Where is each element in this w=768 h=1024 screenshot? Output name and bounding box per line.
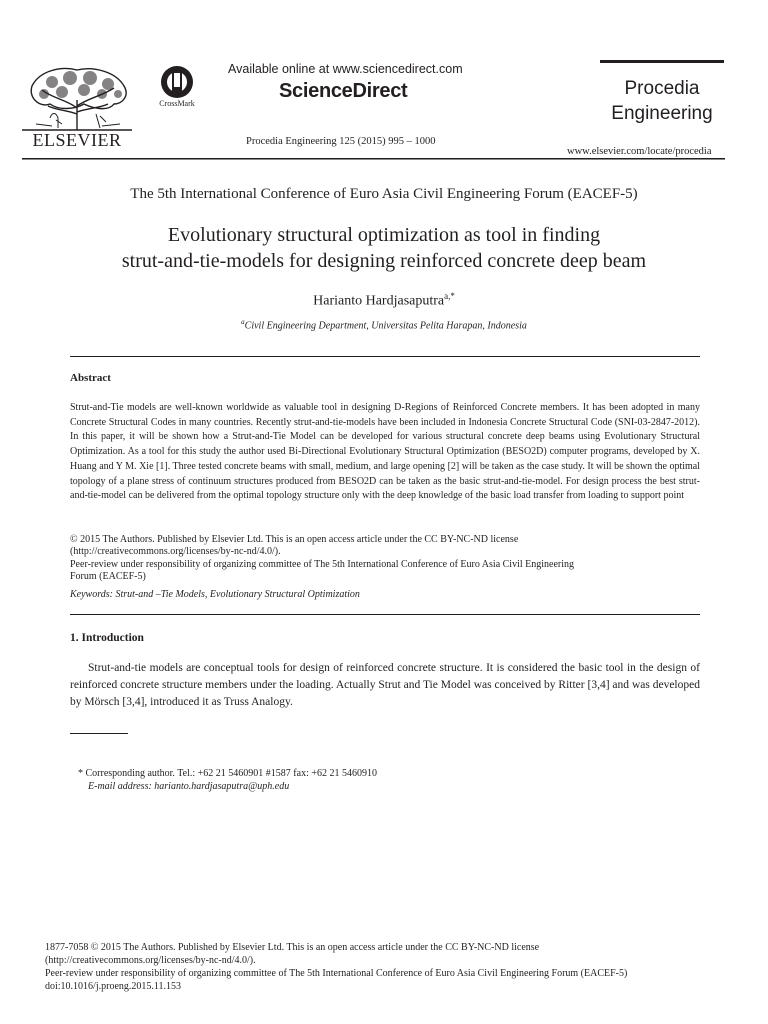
author-email[interactable]: E-mail address: harianto.hardjasaputra@uph.edu [88, 781, 290, 792]
keywords-line: Keywords: Strut-and –Tie Models, Evolutionary Structural Optimization [70, 589, 360, 600]
crossmark-label: CrossMark [159, 99, 195, 108]
affiliation-line [0, 318, 768, 331]
affiliation-text: Civil Engineering Department, Universitas Pelita Harapan, Indonesia [244, 320, 527, 332]
license-link[interactable]: (http://creativecommons.org/licenses/by-nc-nd/4.0/). [70, 546, 281, 558]
journal-title-bar [600, 60, 724, 63]
footer-peer-review: Peer-review under responsibility of organizing committee of The 5th International Conference of Euro Asia Civil Engineering Forum (EACEF-5) [45, 968, 628, 979]
sciencedirect-logo[interactable]: ScienceDirect [279, 80, 408, 102]
license-block [70, 534, 700, 583]
paper-title-line2: strut-and-tie-models for designing reinforced concrete deep beam [121, 250, 647, 272]
author-superscript: a,* [444, 291, 455, 301]
footer-issn-license: 1877-7058 © 2015 The Authors. Published by Elsevier Ltd. This is an open access article under the CC BY-NC-ND license [45, 942, 540, 953]
author-line [0, 291, 768, 310]
conference-name: The 5th International Conference of Euro Asia Civil Engineering Forum (EACEF-5) [130, 186, 638, 202]
elsevier-tree-logo [22, 64, 132, 132]
introduction-body: Strut-and-tie models are conceptual tools for design of reinforced concrete structure. It is considered the basic tool in the design of reinforced concrete structure members under the loading. Actually Strut and Tie Model was conceived by Ritter [3,4] and was developed by Mörsch [3,4], introduced it as Truss Analogy. [70, 662, 700, 708]
available-online-text[interactable]: Available online at www.sciencedirect.com [228, 62, 463, 76]
journal-title [600, 76, 724, 126]
footnote-rule [70, 733, 128, 734]
page-footer [45, 941, 725, 993]
introduction-heading: 1. Introduction [70, 632, 144, 644]
peer-review-line2: Forum (EACEF-5) [70, 570, 146, 582]
abstract-body: Strut-and-Tie models are well-known worldwide as valuable tool in designing D-Regions of Reinforced Concrete members. It has been adopted in many Concrete Structural Codes in many countries. Recently strut-and-tie-models have been included in Indonesia Concrete Structural Code (SNI-03-2847-2012). In this paper, it will be shown how a Strut-and-Tie Model can be developed for various structural concrete deep beams using Evolutionary Structural Optimization. As a tool for this study the author used Bi-Directional Evolutionary Structural Optimization (BESO2D) computer programs, developed by X. Huang and Y M. Xie [1]. Three tested concrete beams with small, medium, and large opening [2] will be taken as the case study. It will be shown the optimal topology of a plane stress of continuum structures produced from BESO2D can be taken as the basic strut-and-tie-model. For design process the best strut-and-tie-model can be delivered from the optimal topology structure only with the deep knowledge of the basic load transfer from loading to support point [70, 402, 700, 502]
elsevier-wordmark: ELSEVIER [32, 130, 122, 150]
abstract-heading: Abstract [70, 372, 111, 384]
affiliation-superscript: a [241, 318, 245, 326]
journal-reference: Procedia Engineering 125 (2015) 995 – 1000 [246, 136, 436, 147]
footer-license-link[interactable]: (http://creativecommons.org/licenses/by-nc-nd/4.0/). [45, 955, 256, 966]
paper-title [60, 222, 708, 274]
journal-title-line2: Engineering [611, 103, 713, 124]
footer-doi-link[interactable]: doi:10.1016/j.proeng.2015.11.153 [45, 981, 182, 992]
peer-review-line1: Peer-review under responsibility of organizing committee of The 5th International Conference of Euro Asia Civil Engineering [70, 558, 575, 570]
author-name: Harianto Hardjasaputra [313, 293, 445, 309]
abstract-top-rule [70, 356, 700, 357]
paper-title-line1: Evolutionary structural optimization as tool in finding [167, 224, 601, 246]
copyright-line: © 2015 The Authors. Published by Elsevier Ltd. This is an open access article under the CC BY-NC-ND license [70, 534, 519, 545]
journal-title-line1: Procedia [624, 78, 700, 99]
abstract-bottom-rule [70, 614, 700, 615]
journal-url-link[interactable]: www.elsevier.com/locate/procedia [567, 146, 712, 157]
corresponding-author-note: * Corresponding author. Tel.: +62 21 5460901 #1587 fax: +62 21 5460910 [78, 768, 377, 779]
header-divider-shadow [22, 159, 725, 160]
